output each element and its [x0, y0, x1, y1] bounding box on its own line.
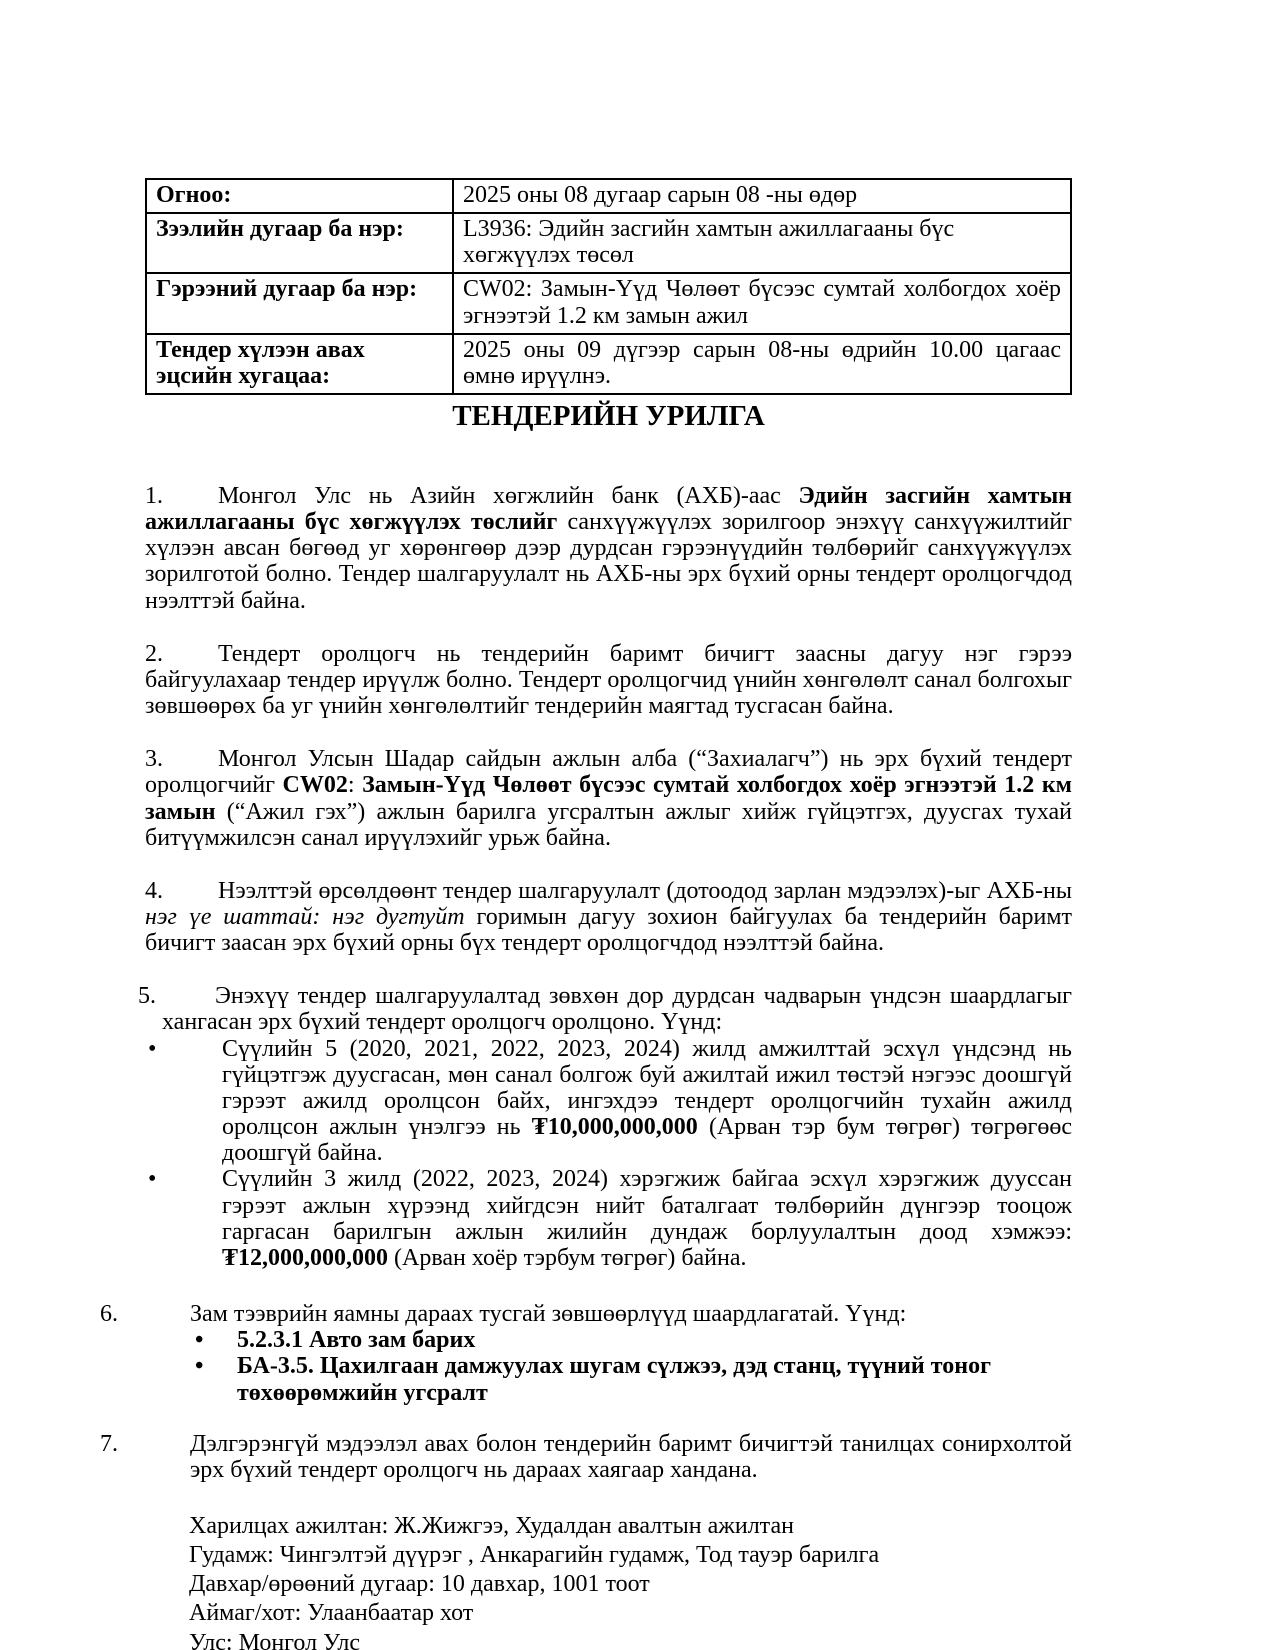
bullet-item-turnover [148, 1166, 1072, 1271]
row-label-deadline: Тендер хүлээн авах эцсийн хугацаа: [146, 334, 453, 394]
bullet-text: Сүүлийн 3 жилд (2022, 2023, 2024) хэрэгжиж байгаа эсхүл хэрэгжиж дууссан гэрээт ажлын хүрээнд хийгдсэн нийт баталгаат төлбөрийн дүнгээр тооцож гаргасан барилгын ажлын жилийн дундаж борлуулалтын доод хэмжээ: ₮12,000,000,000 (Арван хоёр тэрбум төгрөг) байна. [222, 1166, 1072, 1271]
bullet-item-license-road [195, 1327, 1072, 1354]
bullet-item-experience [148, 1035, 1072, 1167]
paragraph-text: Энэхүү тендер шалгаруулалтад зөвхөн дор дурдсан чадварын үндсэн шаардлагыг хангасан эрх бүхий тендерт оролцогч оролцоно. Үүнд: [162, 983, 1072, 1036]
row-value-contract: CW02: Замын-Үүд Чөлөөт бүсээс сумтай холбогдох хоёр эгнээтэй 1.2 км замын ажил [453, 273, 1071, 333]
info-table [145, 178, 1072, 395]
bullet-icon: • [148, 1166, 157, 1193]
table-row [146, 179, 1071, 213]
paragraph-1 [145, 483, 1072, 614]
item-number: 4. [145, 877, 163, 904]
row-label-date: Огноо: [146, 179, 453, 213]
table-row [146, 273, 1071, 333]
bullet-icon: • [195, 1353, 204, 1380]
row-label-loan: Зээлийн дугаар ба нэр: [146, 213, 453, 273]
paragraph-6 [100, 1301, 1072, 1328]
page-title: ТЕНДЕРИЙН УРИЛГА [452, 400, 765, 433]
contact-street-line: Гудамж: Чингэлтэй дүүрэг , Анкарагийн гудамж, Тод тауэр барилга [189, 1542, 880, 1569]
row-value-loan: L3936: Эдийн засгийн хамтын ажиллагааны бүс хөгжүүлэх төсөл [453, 213, 1071, 273]
item-number: 5. [138, 983, 156, 1010]
paragraph-3 [145, 746, 1072, 851]
item-number: 1. [145, 482, 163, 509]
paragraph-text: Монгол Улс нь Азийн хөгжлийн банк (АХБ)-аас Эдийн засгийн хамтын ажиллагааны бүс хөгжүүлэх төслийг санхүүжүүлэх зорилгоор энэхүү санхүүжилтийг хүлээн авсан бөгөөд уг хөрөнгөөр дээр дурдсан гэрээнүүдийн төлбөрийг санхүүжүүлэх зорилготой болно. Тендер шалгаруулалт нь АХБ-ны эрх бүхий орны тендерт оролцогчдод нээлттэй байна. [145, 482, 1073, 614]
paragraph-4 [145, 878, 1072, 956]
paragraph-text: Зам тээврийн яамны дараах тусгай зөвшөөрлүүд шаардлагатай. Үүнд: [190, 1301, 907, 1328]
bullet-icon: • [148, 1035, 157, 1062]
contact-floor-line: Давхар/өрөөний дугаар: 10 давхар, 1001 тоот [189, 1571, 650, 1598]
contact-block [189, 1513, 1072, 1650]
item-number: 3. [145, 746, 163, 773]
row-value-deadline: 2025 оны 09 дүгээр сарын 08-ны өдрийн 10.00 цагаас өмнө ирүүлнэ. [453, 334, 1071, 394]
paragraph-text: Нээлттэй өрсөлдөөнт тендер шалгаруулалт (дотоодод зарлан мэдээлэх)-ыг АХБ-ны нэг үе шаттай: нэг дугтуйт горимын дагуу зохион байгуулах ба тендерийн баримт бичигт заасан эрх бүхий орны бүх тендерт оролцогчдод нээлттэй байна. [145, 877, 1072, 957]
item-number: 2. [145, 640, 163, 667]
table-row [146, 213, 1071, 273]
paragraph-2 [145, 641, 1072, 719]
paragraph-7 [100, 1430, 1072, 1483]
paragraph-5 [138, 983, 1072, 1036]
table-row [146, 334, 1071, 394]
contact-city-line: Аймаг/хот: Улаанбаатар хот [189, 1600, 474, 1627]
bullet-text: Сүүлийн 5 (2020, 2021, 2022, 2023, 2024) жилд амжилттай эсхүл үндсэнд нь гүйцэтгэж дуусгасан, мөн санал болгож буй ажилтай ижил төстэй нэгээс доошгүй гэрээт ажилд оролцсон байх, ингэхдээ тендерт оролцогчийн тухайн ажилд оролцсон ажлын үнэлгээ нь ₮10,000,000,000 (Арван тэр бум төгрөг) төгрөгөөс доошгүй байна. [222, 1035, 1072, 1167]
row-label-contract: Гэрээний дугаар ба нэр: [146, 273, 453, 333]
bullet-icon: • [195, 1327, 204, 1354]
bullet-item-license-power [195, 1353, 1072, 1406]
item-number: 6. [100, 1301, 118, 1328]
paragraph-text: Монгол Улсын Шадар сайдын ажлын алба (“Захиалагч”) нь эрх бүхий тендерт оролцогчийг CW02: Замын-Үүд Чөлөөт бүсээс сумтай холбогдох хоёр эгнээтэй 1.2 км замын (“Ажил гэх”) ажлын барилга угсралтын ажлыг хийж гүйцэтгэх, дуусгах тухай битүүмжилсэн санал ирүүлэхийг урьж байна. [145, 746, 1072, 851]
bullet-text: БА-3.5. Цахилгаан дамжуулах шугам сүлжээ, дэд станц, түүний тоног төхөөрөмжийн угсралт [237, 1353, 991, 1406]
item-number: 7. [100, 1430, 118, 1457]
bullet-text: 5.2.3.1 Авто зам барих [237, 1327, 476, 1354]
paragraph-text: Дэлгэрэнгүй мэдээлэл авах болон тендерийн баримт бичигтэй танилцах сонирхолтой эрх бүхий тендерт оролцогч нь дараах хаягаар хандана. [190, 1430, 1072, 1483]
contact-person-line: Харилцах ажилтан: Ж.Жижгээ, Худалдан авалтын ажилтан [189, 1512, 794, 1539]
paragraph-text: Тендерт оролцогч нь тендерийн баримт бичигт заасны дагуу нэг гэрээ байгуулахаар тендер ирүүлж болно. Тендерт оролцогчид үнийн хөнгөлөлт санал болгохыг зөвшөөрөх ба уг үнийн хөнгөлөлтийг тендерийн маягтад тусгасан байна. [145, 640, 1072, 720]
row-value-date: 2025 оны 08 дугаар сарын 08 -ны өдөр [453, 179, 1071, 213]
contact-country-line: Улс: Монгол Улс [189, 1629, 360, 1650]
